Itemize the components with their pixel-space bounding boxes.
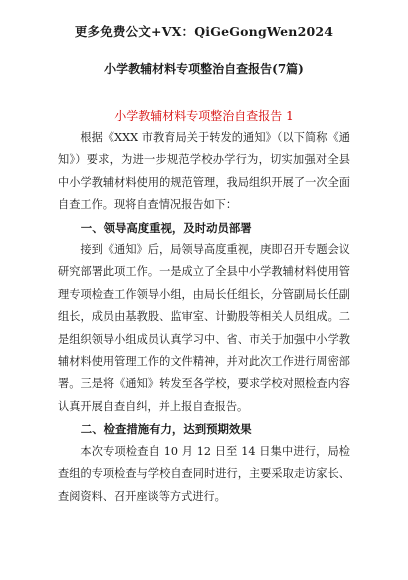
heading-1: 一、领导高度重视，及时动员部署: [80, 220, 252, 235]
paragraph-2: 接到《通知》后，局领导高度重视，庚即召开专题会议研究部署此项工作。一是成立了全县中小学教辅材料使用管理专项检查工作领导小组，由局长任组长，分管副局长任副组长，成员由基教股、监审室、计勤股等相关人员组成。二是组织领导小组成员认真学习中、省、市关于加强中小学教辅材料使用管理工作的文件精神，并对此次工作进行周密部署。三是将《通知》转发至各学校，要求学校对照检查内容认真开展自查自纠，并上报自查报告。: [58, 243, 350, 413]
watermark-text: 更多免费公文+VX：QiGeGongWen2024: [74, 24, 334, 39]
heading-2: 二、检查措施有力，达到预期效果: [80, 422, 252, 437]
paragraph-3: 本次专项检查自 10 月 12 日至 14 日集中进行，局检查组的专项检查与学校自查同时进行，主要采取走访家长、查阅资料、召开座谈等方式进行。: [58, 444, 350, 503]
paragraph-intro: 根据《XXX 市教育局关于转发的通知》（以下简称《通知》）要求，为进一步规范学校办学行为，切实加强对全县中小学教辅材料使用的规范管理，我局组织开展了一次全面自查工作。现将自查情况报告如下：: [58, 131, 350, 212]
document-title: 小学教辅材料专项整治自查报告(7篇): [104, 62, 304, 76]
section-title: 小学教辅材料专项整治自查报告 1: [114, 109, 294, 123]
document-body: [58, 127, 350, 508]
